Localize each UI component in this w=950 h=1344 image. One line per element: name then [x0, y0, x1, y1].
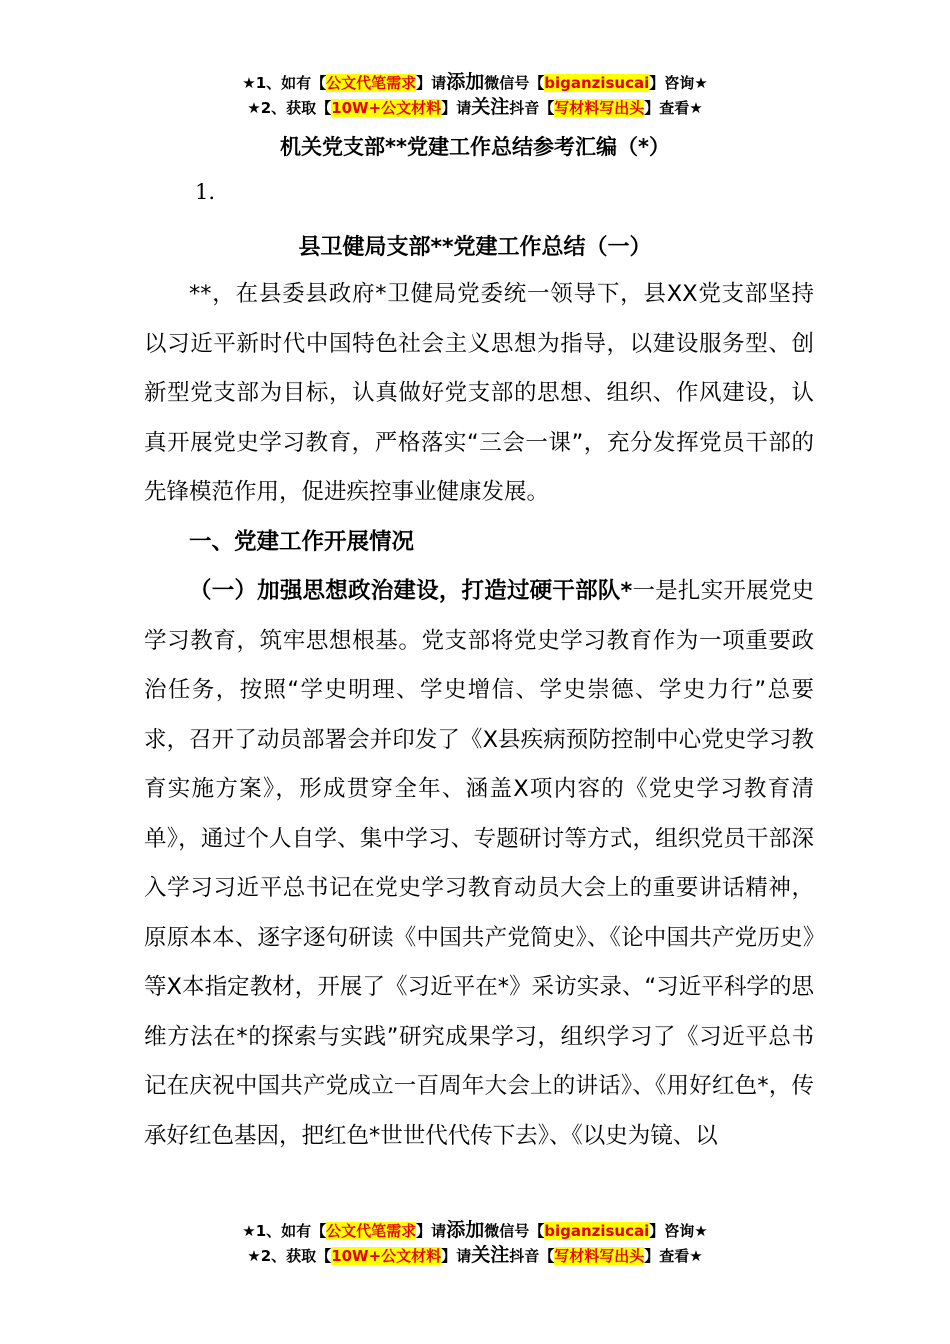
highlight-wechat-id: biganzisucai [544, 74, 650, 92]
promo-text: ★2、获取【 [247, 99, 332, 117]
promo-text: ★2、获取【 [247, 1247, 332, 1265]
subsection-heading: （一）加强思想政治建设，打造过硬干部队* [189, 578, 633, 604]
promo-text: 】请 [416, 74, 447, 92]
promo-line-2 [0, 95, 950, 120]
promo-text: ★1、如有【 [242, 1222, 327, 1240]
promo-line-2 [0, 1243, 950, 1268]
highlight-materials: 10W+公文材料 [331, 99, 442, 117]
promo-banner-bottom [0, 1218, 950, 1268]
intro-paragraph: **，在县委县政府*卫健局党委统一领导下，县XX党支部坚持以习近平新时代中国特色社会主义思想为指导，以建设服务型、创新型党支部为目标，认真做好党支部的思想、组织、作风建设，认真开展党史学习教育，严格落实“三会一课”，充分发挥党员干部的先锋模范作用，促进疾控事业健康发展。 [144, 281, 814, 505]
document-body [144, 270, 814, 1161]
promo-text: 微信号【 [484, 74, 545, 92]
promo-emphasis: 添加 [446, 1219, 485, 1241]
promo-text: 抖音【 [509, 99, 555, 117]
promo-line-1 [0, 70, 950, 95]
section-heading: 一、党建工作开展情况 [189, 528, 415, 555]
promo-text: 】咨询★ [649, 74, 708, 92]
paragraph-text: 一是扎实开展党史学习教育，筑牢思想根基。党支部将党史学习教育作为一项重要政治任务，按照“学史明理、学史增信、学史崇德、学史力行”总要求，召开了动员部署会并印发了《X县疾病预防控制中心党史学习教育实施方案》，形成贯穿全年、涵盖X项内容的《党史学习教育清单》，通过个人自学、集中学习、专题研讨等方式，组织党员干部深入学习习近平总书记在党史学习教育动员大会上的重要讲话精神，原原本本、逐字逐句研读《中国共产党简史》、《论中国共产党历史》等X本指定教材，开展了《习近平在*》采访实录、“习近平科学的思维方法在*的探索与实践”研究成果学习，组织学习了《习近平总书记在庆祝中国共产党成立一百周年大会上的讲话》、《用好红色*，传承好红色基因，把红色*世世代代传下去》、《以史为镜、以 [144, 578, 814, 1149]
highlight-wechat-id: biganzisucai [544, 1222, 650, 1240]
promo-text: 】查看★ [644, 1247, 703, 1265]
promo-text: ★1、如有【 [242, 74, 327, 92]
promo-text: 】咨询★ [649, 1222, 708, 1240]
promo-text: 】请 [441, 1247, 472, 1265]
promo-line-1 [0, 1218, 950, 1243]
highlight-douyin-id: 写材料写出头 [554, 99, 645, 117]
highlight-douyin-id: 写材料写出头 [554, 1247, 645, 1265]
highlight-materials: 10W+公文材料 [331, 1247, 442, 1265]
list-number: 1. [195, 180, 216, 204]
promo-emphasis: 关注 [471, 1244, 510, 1266]
promo-text: 微信号【 [484, 1222, 545, 1240]
body-paragraph [144, 567, 814, 1161]
promo-banner-top [0, 70, 950, 120]
promo-text: 】请 [441, 99, 472, 117]
promo-text: 抖音【 [509, 1247, 555, 1265]
promo-text: 】查看★ [644, 99, 703, 117]
promo-emphasis: 关注 [471, 96, 510, 118]
promo-text: 】请 [416, 1222, 447, 1240]
highlight-service: 公文代笔需求 [326, 1222, 417, 1240]
highlight-service: 公文代笔需求 [326, 74, 417, 92]
section-title: 县卫健局支部**党建工作总结（一） [298, 235, 652, 260]
promo-emphasis: 添加 [446, 71, 485, 93]
document-title: 机关党支部**党建工作总结参考汇编（*） [280, 135, 670, 159]
